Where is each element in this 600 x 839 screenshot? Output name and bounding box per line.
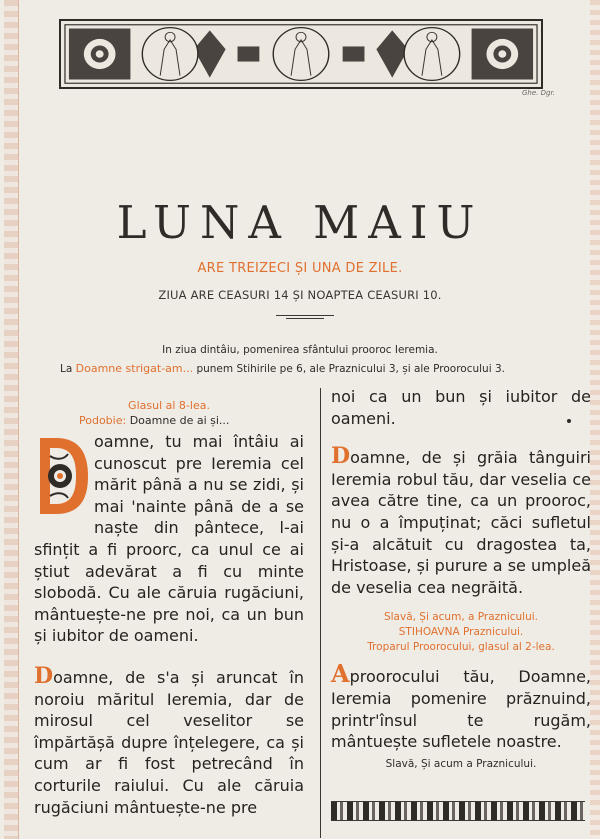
service-instruction (60, 362, 580, 375)
closing-rubric: Slavă, Și acum a Praznicului. (385, 757, 537, 770)
stichera-1 (34, 431, 304, 647)
troparion-initial: A (331, 659, 350, 689)
instruction-prefix: La (60, 363, 73, 375)
stichera-2-continuation: noi ca un bun și iubitor de oameni. (331, 387, 591, 428)
podobie-label: Podobie: (79, 414, 127, 427)
tone-heading: Glasul al 8-lea. (128, 399, 210, 412)
podobie-line (79, 414, 304, 427)
troparion-text: proorocului tău, Doamne, Ieremia pomenire prăznuind, printr'însul te rugăm, mântuește sufletele noastre. (331, 667, 591, 752)
stichera-2-initial: D (34, 662, 54, 689)
right-column (331, 386, 591, 772)
stichera-3 (331, 443, 591, 598)
bottom-ornament-band (331, 801, 585, 821)
hours-subtitle: ZIUA ARE CEASURI 14 ȘI NOAPTEA CEASURI 10. (158, 288, 442, 302)
decorative-header-banner (59, 19, 543, 89)
ink-dot (567, 419, 571, 423)
podobie-text: Doamne de ai și... (129, 414, 230, 427)
left-column (34, 399, 304, 818)
illuminated-dropcap (34, 434, 90, 518)
troparion (331, 659, 591, 752)
stichera-3-initial: D (331, 443, 351, 470)
days-subtitle: ARE TREIZECI ȘI UNA DE ZILE. (197, 261, 403, 276)
feast-line: In ziua dintâiu, pomenirea sfântului prooroc Ieremia. (162, 344, 438, 356)
rubric-stihoavna: STIHOAVNA Praznicului. (398, 626, 524, 639)
engraver-signature: Ghe. Dgr. (522, 89, 555, 97)
rubric-glory: Slavă, Și acum, a Praznicului. (383, 611, 539, 624)
stichera-2 (34, 662, 304, 818)
rubric-troparion: Troparul Proorocului, glasul al 2-lea. (367, 641, 555, 654)
stichera-2-text: oamne, de s'a și aruncat în noroiu măritul Ieremia, dar de mirosul cel veselitor se împărtășă dupre înțelegere, ca și cum ar fi fost petrecând în corturile raiului. Cu ale căruia rugăciuni mântuește-ne pre (34, 667, 304, 817)
stichera-3-text: oamne, de și grăia tânguiri Ieremia robul tău, dar veselia ce avea către tine, ca un prooroc, nu o a împuținat; căci sufletul și-a alcătuit cu dragostea ta, Hristoase, și purure a se umpleă de veselia cea negrăită. (331, 448, 591, 597)
stichera-1-text: oamne, tu mai întâiu ai cunoscut pre Ieremia cel mărit până a nu se zidi, și mai 'nainte până de a se naște din pântece, l-ai sfințit a fi proorc, ca unul ce ai știut adevărat a fi cu minte slobodă. Cu ale căruia rugăciuni, mântuește-ne pre noi, ca un bun și iubitor de oameni. (34, 432, 304, 646)
ornamental-divider (276, 314, 334, 320)
instruction-highlight: Doamne strigat-am... (75, 362, 194, 375)
column-divider (320, 388, 321, 838)
right-page-edge (590, 0, 600, 839)
instruction-suffix: punem Stihirile pe 6, ale Praznicului 3, și ale Proorocului 3. (196, 363, 505, 375)
left-page-edge (4, 0, 19, 839)
page-title: LUNA MAIU (116, 196, 484, 249)
